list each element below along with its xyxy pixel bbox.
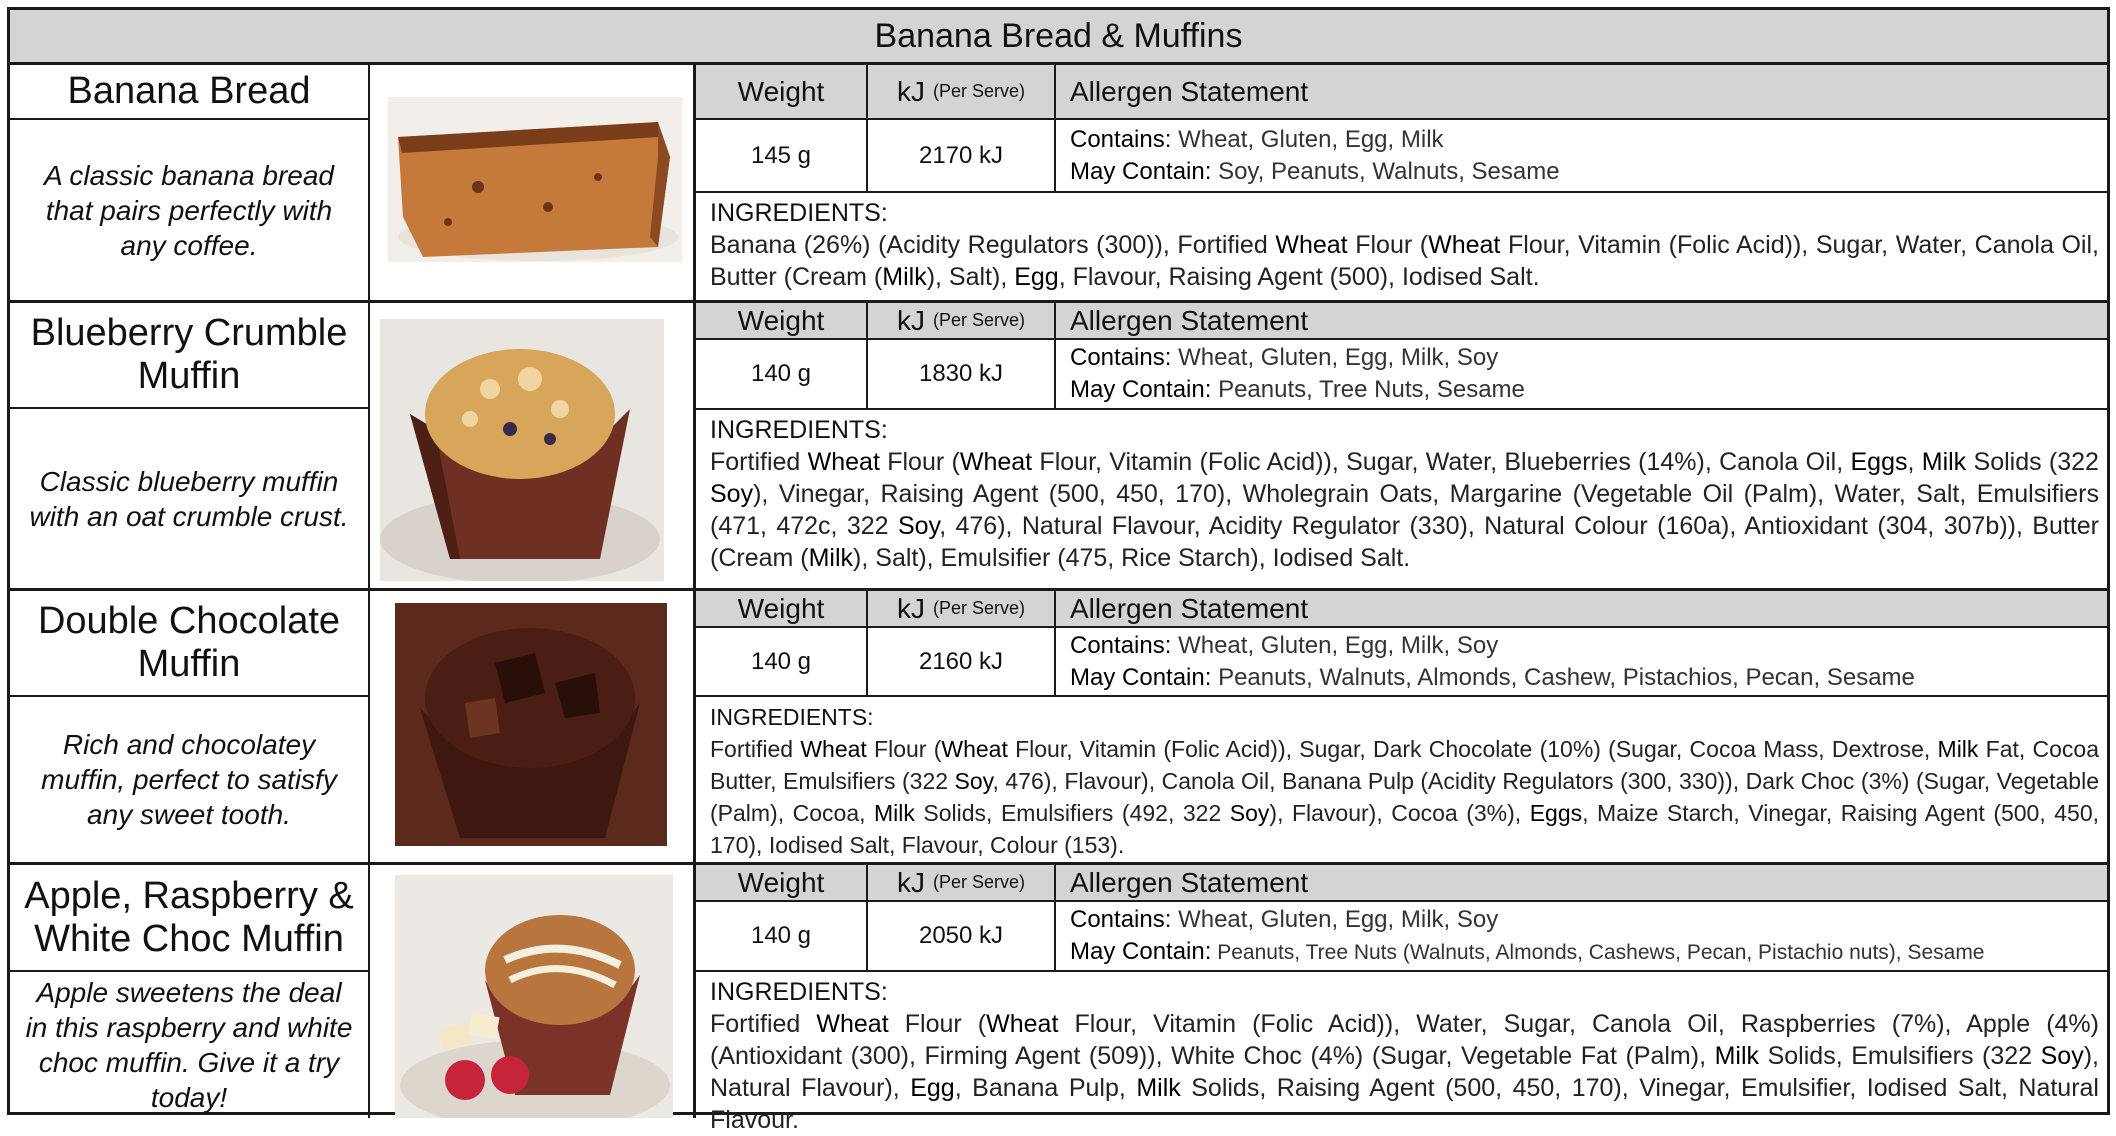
kj-per-serve-label: (Per Serve) <box>932 598 1026 618</box>
weight-value: 140 g <box>696 340 868 408</box>
product-name: Apple, Raspberry & White Choc Muffin <box>10 865 370 972</box>
contains-label: Contains <box>1070 905 1165 933</box>
ingredients-block <box>696 697 2107 862</box>
product-info <box>696 65 2107 300</box>
may-contain-label: May Contain: <box>1070 663 1212 691</box>
info-values-row <box>696 120 2107 193</box>
ingredient-text: Solids (322 <box>1966 448 2099 476</box>
ingredients-block <box>696 972 2107 1134</box>
product-double-chocolate-muffin <box>10 591 2107 865</box>
ingredients-label: INGREDIENTS: <box>710 199 888 227</box>
product-photo <box>370 591 696 862</box>
product-apple-raspberry-white-choc-muffin <box>10 865 2107 1134</box>
ingredient-text: Banana (26%) (Acidity Regulators (300)), Fortified <box>710 231 1276 259</box>
may-contain-label: May Contain: <box>1070 937 1212 965</box>
info-header-row <box>696 865 2107 902</box>
kj-value: 2160 kJ <box>868 628 1056 695</box>
may-contain-label: May Contain: <box>1070 376 1212 403</box>
ingredient-allergen: Milk <box>1714 1042 1760 1070</box>
ingredient-allergen: Eggs <box>1529 800 1583 826</box>
ingredient-text: , Banana Pulp, <box>954 1074 1137 1102</box>
ingredient-text: Fortified <box>710 1010 817 1038</box>
ingredients-label: INGREDIENTS: <box>710 416 888 444</box>
ingredient-allergen: Milk <box>808 544 854 572</box>
ingredient-text: , <box>1907 448 1922 476</box>
ingredient-text: Solids, Emulsifiers (322 <box>1759 1042 2041 1070</box>
blueberry-crumble-muffin-photo <box>380 319 664 581</box>
ingredient-text: Flour, Vitamin (Folic Acid)), Sugar, Water, Canola Oil, Butter (Cream ( <box>710 231 2099 291</box>
info-values-row <box>696 628 2107 697</box>
ingredient-allergen: Wheat <box>959 448 1033 476</box>
kj-value: 2050 kJ <box>868 902 1056 970</box>
weight-value: 145 g <box>696 120 868 191</box>
ingredient-text: Solids, Emulsifiers (492, 322 <box>914 800 1230 826</box>
kj-label: kJ <box>896 304 925 336</box>
menu-sheet <box>7 7 2110 1134</box>
ingredient-text: Flour ( <box>879 448 960 476</box>
ingredients-text <box>710 1010 2099 1134</box>
ingredient-allergen: Milk <box>882 263 927 291</box>
kj-per-serve-label: (Per Serve) <box>932 872 1026 892</box>
ingredient-text: Fortified <box>710 736 801 762</box>
ingredient-text: ), Natural Flavour), <box>710 1042 2099 1102</box>
ingredient-allergen: Egg <box>1014 263 1059 291</box>
kj-header <box>868 65 1056 118</box>
product-description: Classic blueberry muffin with an oat crumble crust. <box>10 409 370 588</box>
allergen-statement <box>1056 340 2107 408</box>
kj-header <box>868 865 1056 900</box>
kj-value: 2170 kJ <box>868 120 1056 191</box>
ingredient-allergen: Egg <box>910 1074 955 1102</box>
ingredient-allergen: Wheat <box>986 1010 1059 1038</box>
kj-label: kJ <box>896 75 925 107</box>
may-contain-value: Peanuts, Walnuts, Almonds, Cashew, Pistachios, Pecan, Sesame <box>1218 663 1915 691</box>
may-contain-line <box>1070 156 1560 188</box>
ingredient-text: ), Salt), Emulsifier (475, Rice Starch), Iodised Salt. <box>853 544 1411 572</box>
ingredient-text: , 476), Flavour), Canola Oil, Banana Pulp (Acidity Regulators (300, 330)), Dark Choc (3%) (Sugar, Vegetable (Palm), Cocoa, <box>710 768 2099 826</box>
ingredient-allergen: Soy <box>2040 1042 2084 1070</box>
ingredients-text <box>710 231 2099 291</box>
ingredient-allergen: Milk <box>1136 1074 1181 1102</box>
ingredient-allergen: Wheat <box>807 448 880 476</box>
ingredient-text: ), Vinegar, Raising Agent (500, 450, 170), Wholegrain Oats, Margarine (Vegetable Oil (Palm), Water, Salt, Emulsifiers (471, 472c, 322 <box>710 480 2099 540</box>
ingredient-allergen: Soy <box>1229 800 1270 826</box>
product-name: Blueberry Crumble Muffin <box>10 303 370 409</box>
ingredient-text: Fat, Cocoa Butter, Emulsifiers (322 <box>710 736 2100 794</box>
contains-value: Wheat, Gluten, Egg, Milk <box>1178 125 1444 153</box>
kj-header <box>868 303 1056 338</box>
product-info <box>696 591 2107 862</box>
ingredients-text <box>710 736 2099 858</box>
product-photo <box>370 865 696 1118</box>
ingredients-text <box>710 448 2099 572</box>
ingredient-text: Flour, Vitamin (Folic Acid)), Sugar, Water, Blueberries (14%), Canola Oil, <box>1032 448 1851 476</box>
ingredients-label: INGREDIENTS: <box>710 704 874 730</box>
kj-per-serve-label: (Per Serve) <box>932 310 1026 330</box>
ingredient-text: , Maize Starch, Vinegar, Raising Agent (500, 450, 170), Iodised Salt, Flavour, Colour (153). <box>710 800 2100 858</box>
allergen-statement <box>1056 628 2107 695</box>
may-contain-value: Peanuts, Tree Nuts, Sesame <box>1218 376 1525 403</box>
info-values-row <box>696 340 2107 410</box>
product-name: Banana Bread <box>10 65 370 120</box>
may-contain-line <box>1070 374 1525 406</box>
weight-header: Weight <box>696 303 868 338</box>
ingredient-allergen: Soy <box>954 768 993 794</box>
double-chocolate-muffin-photo <box>395 603 667 846</box>
ingredient-text: Flour ( <box>1347 231 1429 259</box>
contains-value: Wheat, Gluten, Egg, Milk, Soy <box>1178 344 1499 371</box>
contains-line: Contains: Wheat, Gluten, Egg, Milk, Soy <box>1070 344 1499 371</box>
may-contain-line <box>1070 936 1985 969</box>
may-contain-label: May Contain: <box>1070 157 1212 185</box>
allergen-header: Allergen Statement <box>1070 866 1309 898</box>
kj-label: kJ <box>896 866 925 898</box>
contains-label: Contains <box>1070 125 1165 153</box>
ingredient-allergen: Wheat <box>941 736 1008 762</box>
ingredient-allergen: Soy <box>897 512 940 540</box>
allergen-statement <box>1056 120 2107 191</box>
ingredient-allergen: Milk <box>874 800 915 826</box>
ingredient-text: , 476), Natural Flavour, Acidity Regulator (330), Natural Colour (160a), Antioxidant (304, 307b)), Butter (Cream ( <box>710 512 2099 572</box>
product-description: Rich and chocolatey muffin, perfect to satisfy any sweet tooth. <box>10 697 370 862</box>
allergen-header: Allergen Statement <box>1070 304 1309 336</box>
info-header-row <box>696 303 2107 340</box>
ingredients-label: INGREDIENTS: <box>710 978 888 1006</box>
kj-per-serve-label: (Per Serve) <box>932 81 1026 101</box>
ingredient-text: Fortified <box>710 448 808 476</box>
ingredient-allergen: Wheat <box>1275 231 1348 259</box>
ingredient-text: ), Flavour), Cocoa (3%), <box>1269 800 1530 826</box>
contains-line: Contains: Wheat, Gluten, Egg, Milk <box>1070 125 1444 153</box>
weight-value: 140 g <box>696 902 868 970</box>
product-banana-bread <box>10 65 2107 303</box>
may-contain-line <box>1070 662 1915 694</box>
weight-header: Weight <box>696 65 868 118</box>
info-header-row <box>696 65 2107 120</box>
product-info <box>696 865 2107 1134</box>
ingredient-text: Solids, Raising Agent (500, 450, 170), Vinegar, Emulsifier, Iodised Salt, Natural Flavour. <box>710 1074 2099 1134</box>
kj-header <box>868 591 1056 626</box>
ingredient-text: ), Salt), <box>926 263 1015 291</box>
banana-bread-slice-photo <box>388 97 682 262</box>
contains-line: Contains: Wheat, Gluten, Egg, Milk, Soy <box>1070 905 1499 933</box>
product-blueberry-crumble-muffin <box>10 303 2107 591</box>
info-values-row <box>696 902 2107 972</box>
ingredients-block <box>696 410 2107 588</box>
product-name: Double Chocolate Muffin <box>10 591 370 697</box>
ingredient-text: Flour ( <box>888 1010 987 1038</box>
weight-header: Weight <box>696 865 868 900</box>
weight-header: Weight <box>696 591 868 626</box>
may-contain-value: Soy, Peanuts, Walnuts, Sesame <box>1218 157 1560 185</box>
product-description: Apple sweetens the deal in this raspberry and white choc muffin. Give it a try today! <box>10 972 370 1118</box>
ingredient-allergen: Eggs <box>1850 448 1908 476</box>
contains-label: Contains <box>1070 631 1165 659</box>
ingredient-text: Flour, Vitamin (Folic Acid)), Sugar, Dark Chocolate (10%) (Sugar, Cocoa Mass, Dextrose, <box>1007 736 1938 762</box>
ingredient-allergen: Milk <box>1937 736 1979 762</box>
ingredient-text: Flour ( <box>866 736 942 762</box>
product-photo <box>370 303 696 588</box>
ingredient-allergen: Wheat <box>1428 231 1501 259</box>
allergen-header: Allergen Statement <box>1070 592 1309 624</box>
info-header-row <box>696 591 2107 628</box>
ingredients-block <box>696 193 2107 300</box>
ingredient-allergen: Wheat <box>800 736 867 762</box>
allergen-header: Allergen Statement <box>1070 75 1309 107</box>
product-description: A classic banana bread that pairs perfectly with any coffee. <box>10 120 370 300</box>
product-photo <box>370 65 696 300</box>
contains-value: Wheat, Gluten, Egg, Milk, Soy <box>1178 905 1499 933</box>
page-title: Banana Bread & Muffins <box>10 10 2107 65</box>
contains-line: Contains: Wheat, Gluten, Egg, Milk, Soy <box>1070 631 1499 659</box>
kj-value: 1830 kJ <box>868 340 1056 408</box>
apple-raspberry-white-choc-muffin-photo <box>395 875 673 1118</box>
ingredient-text: Flour, Vitamin (Folic Acid)), Water, Sugar, Canola Oil, Raspberries (7%), Apple (4%) (Antioxidant (300), Firming Agent (509)), White Choc (4%) (Sugar, Vegetable Fat (Palm), <box>710 1010 2099 1070</box>
product-info <box>696 303 2107 588</box>
ingredient-allergen: Soy <box>710 480 754 508</box>
ingredient-allergen: Milk <box>1921 448 1967 476</box>
ingredient-allergen: Wheat <box>816 1010 889 1038</box>
weight-value: 140 g <box>696 628 868 695</box>
allergen-statement <box>1056 902 2107 970</box>
may-contain-value: Peanuts, Tree Nuts (Walnuts, Almonds, Cashews, Pecan, Pistachio nuts), Sesame <box>1217 940 1985 964</box>
contains-label: Contains <box>1070 344 1165 371</box>
contains-value: Wheat, Gluten, Egg, Milk, Soy <box>1178 631 1499 659</box>
kj-label: kJ <box>896 592 925 624</box>
ingredient-text: , Flavour, Raising Agent (500), Iodised Salt. <box>1058 263 1540 291</box>
